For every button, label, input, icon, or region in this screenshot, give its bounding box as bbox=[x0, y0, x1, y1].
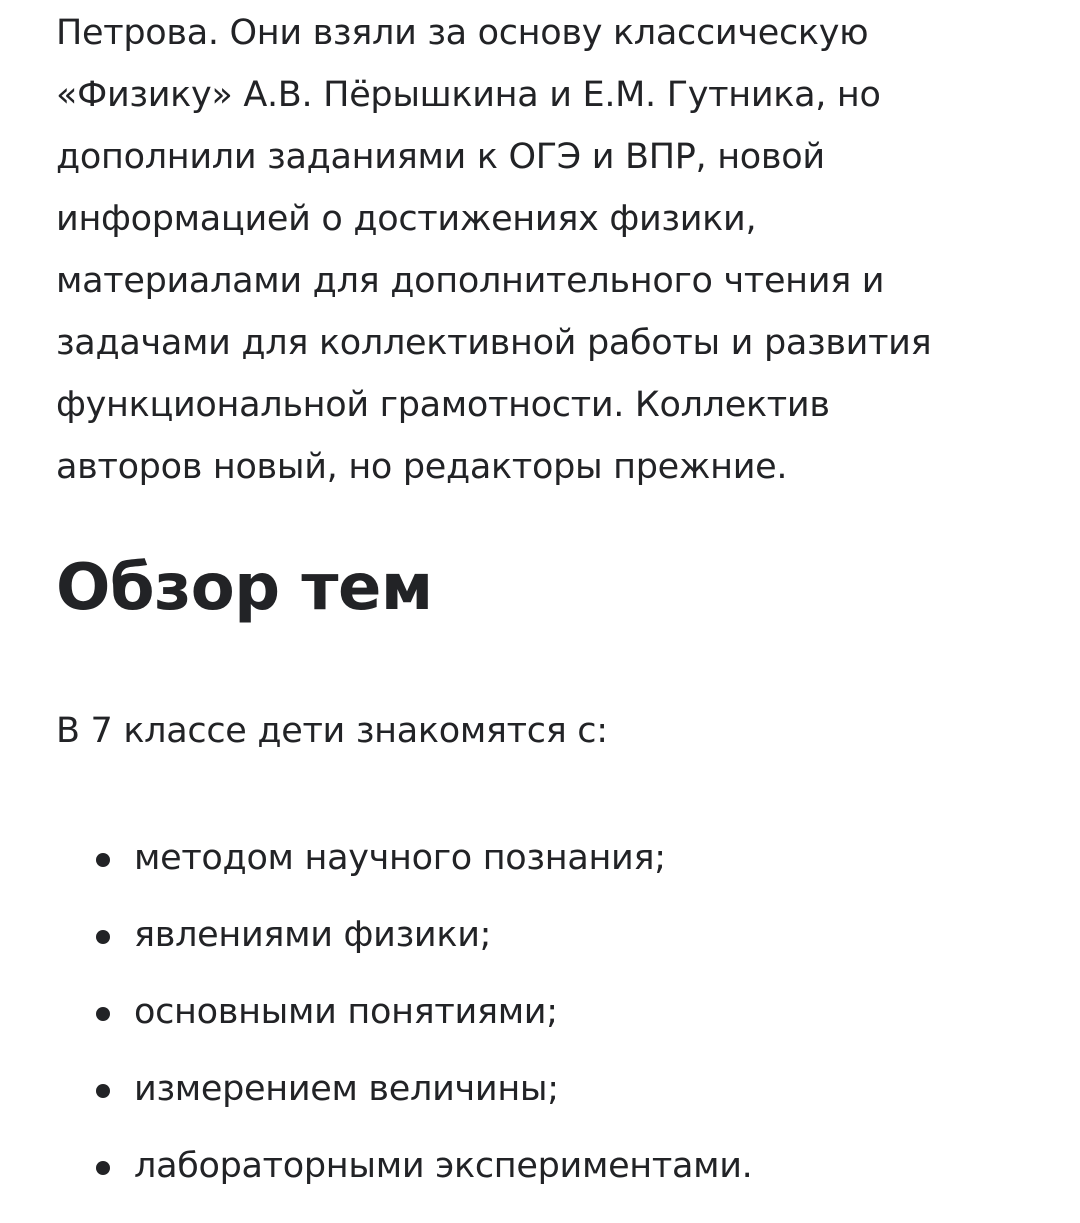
section-heading: Обзор тем bbox=[56, 551, 433, 625]
list-item-text: лабораторными экспериментами. bbox=[134, 1146, 753, 1186]
intro-paragraph bbox=[56, 0, 1046, 498]
intro-line: Петрова. Они взяли за основу классическую bbox=[56, 13, 869, 53]
list-item-text: методом научного познания; bbox=[134, 838, 666, 878]
intro-line: дополнили заданиями к ОГЭ и ВПР, новой bbox=[56, 137, 825, 177]
list-item bbox=[56, 897, 753, 974]
list-item-text: измерением величины; bbox=[134, 1069, 559, 1109]
list-item-text: явлениями физики; bbox=[134, 915, 492, 955]
topics-lead: В 7 классе дети знакомятся с: bbox=[56, 711, 608, 751]
intro-line: функциональной грамотности. Коллектив bbox=[56, 385, 830, 425]
list-item bbox=[56, 1051, 753, 1128]
bullet-icon bbox=[96, 853, 110, 867]
bullet-icon bbox=[96, 1084, 110, 1098]
list-item-text: основными понятиями; bbox=[134, 992, 558, 1032]
bullet-icon bbox=[96, 1007, 110, 1021]
list-item bbox=[56, 820, 753, 897]
article-body bbox=[56, 0, 1046, 1186]
topic-list bbox=[56, 820, 753, 1205]
bullet-icon bbox=[96, 1161, 110, 1175]
intro-line: авторов новый, но редакторы прежние. bbox=[56, 447, 788, 487]
list-item bbox=[56, 1128, 753, 1205]
bullet-icon bbox=[96, 930, 110, 944]
intro-line: материалами для дополнительного чтения и bbox=[56, 261, 885, 301]
intro-line: «Физику» А.В. Пёрышкина и Е.М. Гутника, но bbox=[56, 75, 881, 115]
intro-line: информацией о достижениях физики, bbox=[56, 199, 757, 239]
intro-line: задачами для коллективной работы и развития bbox=[56, 323, 932, 363]
list-item bbox=[56, 974, 753, 1051]
